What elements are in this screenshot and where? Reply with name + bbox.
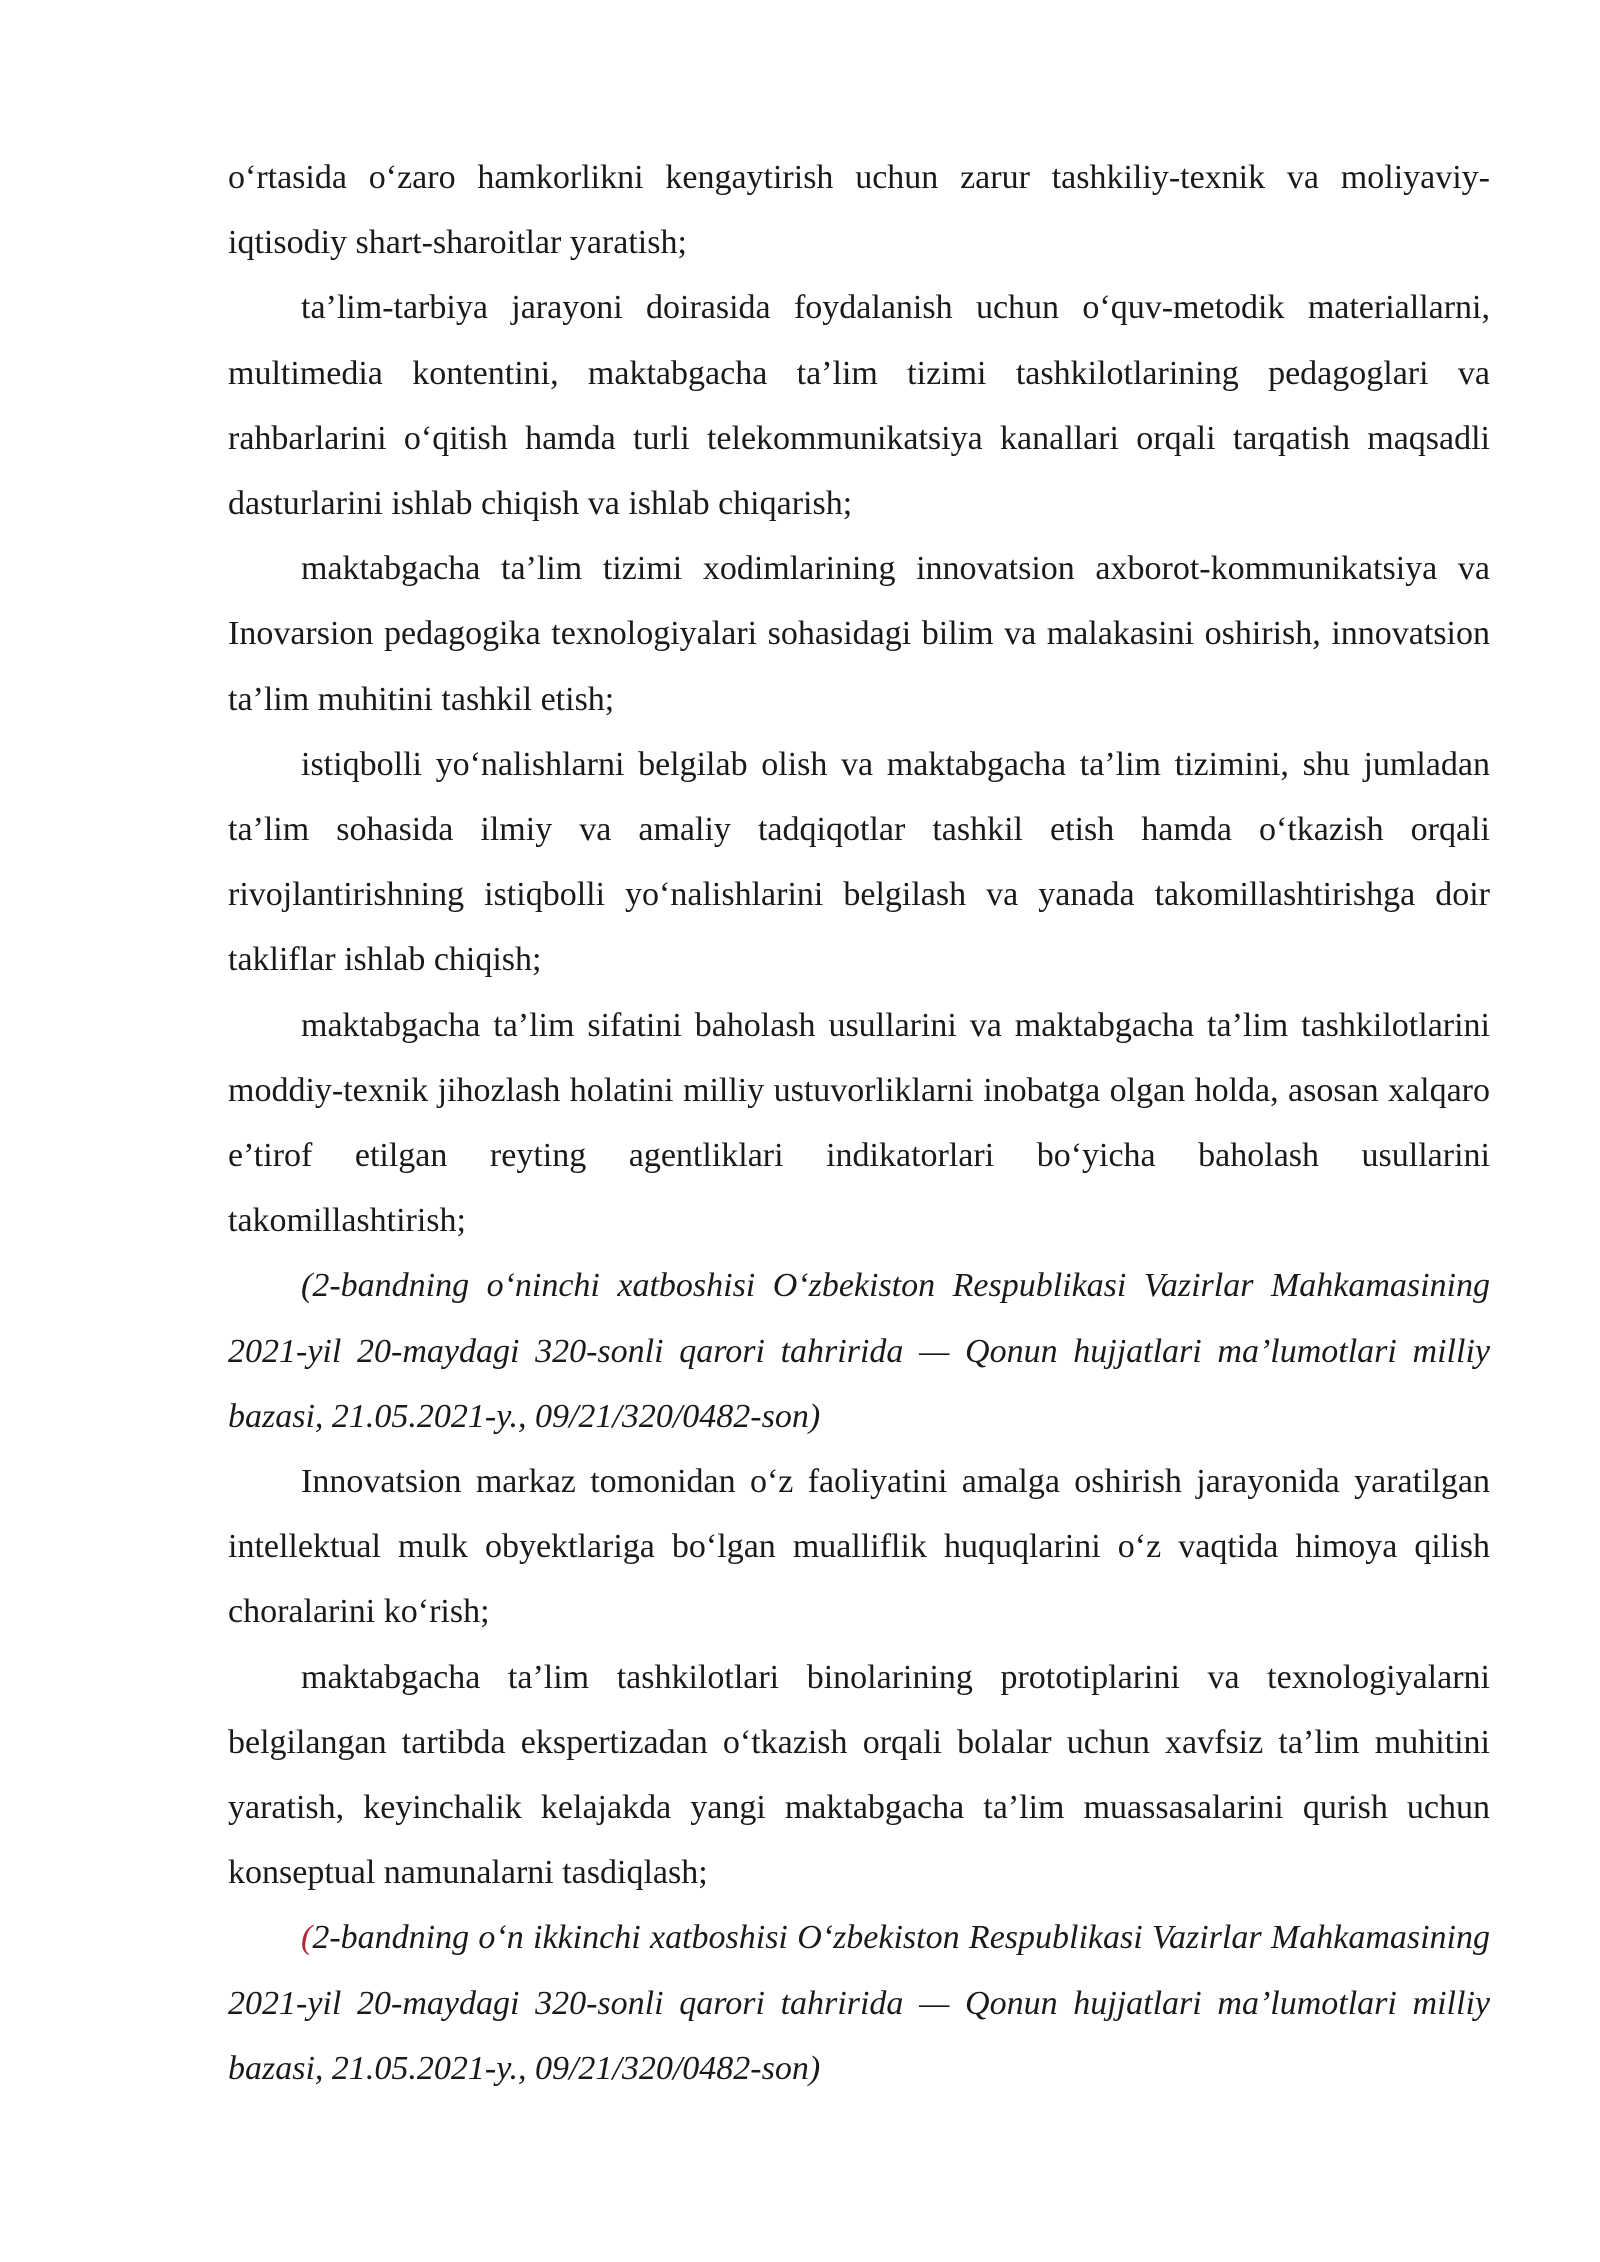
paragraph-3: maktabgacha ta’lim tizimi xodimlarining innovatsion axborot-kommunikatsiya va Inovarsion pedagogika texnologiyalari sohasidagi bilim va malakasini oshirish, innovatsion ta’lim muhitini tashkil etish; (228, 550, 1490, 718)
amendment-note-2-text: 2-bandning o‘n ikkinchi xatboshisi O‘zbekiston Respublikasi Vazirlar Mahkamasining 2021-yil 20-maydagi 320-sonli qarori tahririda — Qonun hujjatlari ma’lumotlari milliy bazasi, 21.05.2021-y., 09/21/320/0482-son) (228, 1919, 1490, 2087)
paragraph-7: Innovatsion markaz tomonidan o‘z faoliyatini amalga oshirish jarayonida yaratilgan intellektual mulk obyektlariga bo‘lgan mualliflik huquqlarini o‘z vaqtida himoya qilish choralarini ko‘rish; (228, 1463, 1490, 1631)
paragraph-1: o‘rtasida o‘zaro hamkorlikni kengaytirish uchun zarur tashkiliy-texnik va moliyaviy-iqtisodiy shart-sharoitlar yaratish; (228, 159, 1490, 262)
amendment-note-2 (228, 1905, 1490, 2101)
amendment-note-2-open-paren: ( (301, 1919, 313, 1957)
document-page (228, 145, 1490, 2101)
paragraph-5: maktabgacha ta’lim sifatini baholash usullarini va maktabgacha ta’lim tashkilotlarini moddiy-texnik jihozlash holatini milliy ustuvorliklarni inobatga olgan holda, asosan xalqaro e’tirof etilgan reyting agentliklari indikatorlari bo‘yicha baholash usullarini takomillashtirish; (228, 1006, 1490, 1240)
paragraph-2: ta’lim-tarbiya jarayoni doirasida foydalanish uchun o‘quv-metodik materiallarni, multimedia kontentini, maktabgacha ta’lim tizimi tashkilotlarining pedagoglari va rahbarlarini o‘qitish hamda turli telekommunikatsiya kanallari orqali tarqatish maqsadli dasturlarini ishlab chiqish va ishlab chiqarish; (228, 289, 1490, 523)
paragraph-4: istiqbolli yo‘nalishlarni belgilab olish va maktabgacha ta’lim tizimini, shu jumladan ta’lim sohasida ilmiy va amaliy tadqiqotlar tashkil etish hamda o‘tkazish orqali rivojlantirishning istiqbolli yo‘nalishlarini belgilash va yanada takomillashtirishga doir takliflar ishlab chiqish; (228, 745, 1490, 979)
amendment-note-1: (2-bandning o‘ninchi xatboshisi O‘zbekiston Respublikasi Vazirlar Mahkamasining 2021-yil 20-maydagi 320-sonli qarori tahririda — Qonun hujjatlari ma’lumotlari milliy bazasi, 21.05.2021-y., 09/21/320/0482-son) (228, 1267, 1490, 1435)
paragraph-8: maktabgacha ta’lim tashkilotlari binolarining prototiplarini va texnologiyalarni belgilangan tartibda ekspertizadan o‘tkazish orqali bolalar uchun xavfsiz ta’lim muhitini yaratish, keyinchalik kelajakda yangi maktabgacha ta’lim muassasalarini qurish uchun konseptual namunalarni tasdiqlash; (228, 1658, 1490, 1892)
